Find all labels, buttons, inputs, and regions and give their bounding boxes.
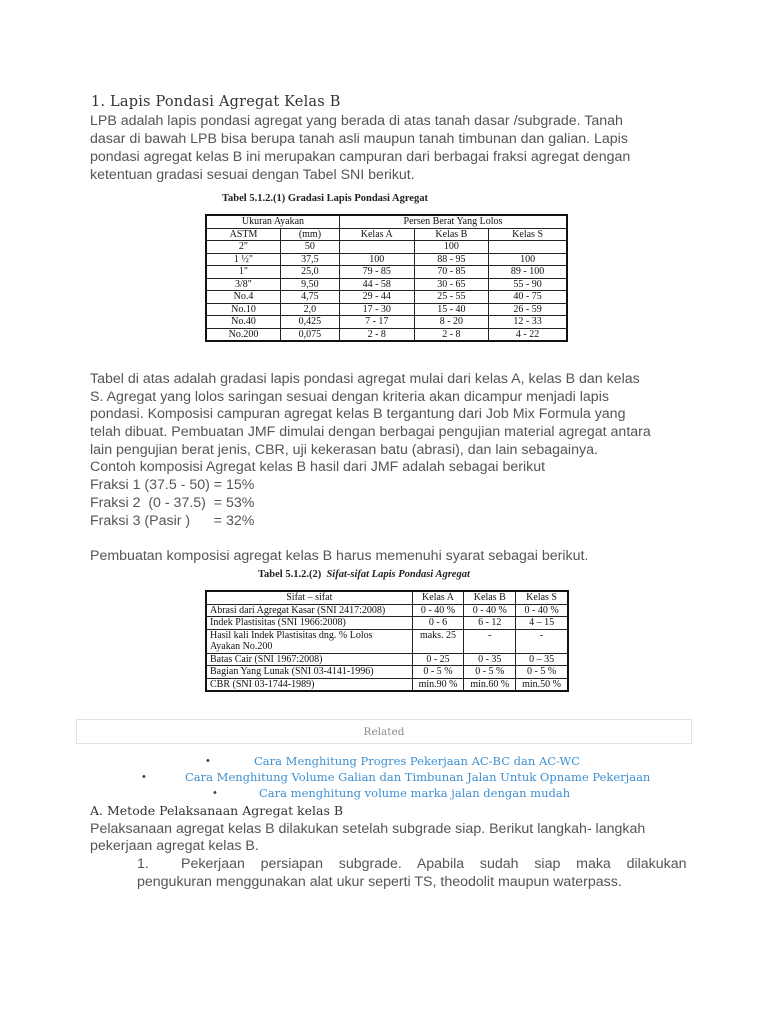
table-row	[206, 641, 568, 653]
table-cell: -	[464, 629, 516, 641]
table-header: ASTM	[206, 228, 280, 241]
table-header: Sifat – sifat	[206, 591, 412, 604]
table-cell: 17 - 30	[339, 303, 414, 316]
table-row	[206, 666, 568, 679]
paragraph-line: Tabel di atas adalah gradasi lapis pondasi agregat mulai dari kelas A, kelas B dan kelas	[90, 371, 640, 387]
table-header: Persen Berat Yang Lolos	[339, 215, 567, 228]
table-cell: 37,5	[280, 253, 339, 266]
paragraph-line: lain pengujian berat jenis, CBR, uji kekerasan batu (abrasi), dan lain sebagainya.	[90, 442, 598, 458]
paragraph-line: S. Agregat yang lolos saringan sesuai dengan kriteria akan dicampur menjadi lapis	[90, 389, 609, 405]
table-cell: 50	[280, 241, 339, 254]
table-row	[206, 328, 567, 341]
table-cell: Bagian Yang Lunak (SNI 03-4141-1996)	[206, 666, 412, 679]
table-cell: No.10	[206, 303, 280, 316]
paragraph-line: pondasi. Komposisi campuran agregat kelas B tergantung dari Job Mix Formula yang	[90, 406, 626, 422]
table-cell: 0 - 5 %	[412, 666, 464, 679]
table-cell: 0 - 40 %	[412, 604, 464, 617]
table-header: Kelas S	[489, 228, 567, 241]
table2-caption	[258, 569, 470, 580]
fraksi-line: Fraksi 2 (0 - 37.5) = 53%	[90, 495, 255, 511]
fraksi-line: Fraksi 3 (Pasir ) = 32%	[90, 513, 255, 529]
table-cell: 44 - 58	[339, 278, 414, 291]
table-cell: Indek Plastisitas (SNI 1966:2008)	[206, 617, 412, 630]
table-cell: No.200	[206, 328, 280, 341]
related-box: Related	[76, 719, 692, 744]
table-cell: Batas Cair (SNI 1967:2008)	[206, 653, 412, 666]
table2-caption-number: Tabel 5.1.2.(2)	[258, 569, 322, 580]
table-cell: 29 - 44	[339, 291, 414, 304]
table-cell: min.60 %	[464, 678, 516, 691]
table-cell: min.50 %	[516, 678, 568, 691]
table-cell: 0 - 35	[464, 653, 516, 666]
table-cell: 25,0	[280, 266, 339, 279]
fraksi-line: Fraksi 1 (37.5 - 50) = 15%	[90, 477, 255, 493]
table-cell	[464, 641, 516, 653]
table-cell: 15 - 40	[414, 303, 489, 316]
table-cell: 89 - 100	[489, 266, 567, 279]
table-cell: 8 - 20	[414, 316, 489, 329]
table-cell: 0 - 40 %	[516, 604, 568, 617]
table-cell: Hasil kali Indek Plastisitas dng. % Lolos	[206, 629, 412, 641]
table-cell	[489, 241, 567, 254]
related-link[interactable]: Cara Menghitung Progres Pekerjaan AC-BC dan AC-WC	[254, 754, 580, 768]
table-header: (mm)	[280, 228, 339, 241]
table-row	[206, 291, 567, 304]
table-row	[206, 678, 568, 691]
table1-caption: Tabel 5.1.2.(1) Gradasi Lapis Pondasi Agregat	[222, 193, 428, 204]
table-header: Kelas B	[414, 228, 489, 241]
table-cell: 0 – 35	[516, 653, 568, 666]
table-cell: 0 - 25	[412, 653, 464, 666]
table-cell: 25 - 55	[414, 291, 489, 304]
paragraph-line: Pelaksanaan agregat kelas B dilakukan setelah subgrade siap. Berikut langkah- langkah	[90, 821, 646, 837]
table-cell: 0,075	[280, 328, 339, 341]
table-cell: 2"	[206, 241, 280, 254]
table-row	[206, 604, 568, 617]
bullet: •	[142, 771, 146, 783]
properties-table	[205, 590, 569, 692]
table-cell: maks. 25	[412, 629, 464, 641]
table-cell: 55 - 90	[489, 278, 567, 291]
table-cell: 6 - 12	[464, 617, 516, 630]
table-cell: 3/8"	[206, 278, 280, 291]
table-header: Kelas S	[516, 591, 568, 604]
table-row	[206, 617, 568, 630]
table-cell: 4 - 22	[489, 328, 567, 341]
contoh-line: Contoh komposisi Agregat kelas B hasil dari JMF adalah sebagai berikut	[90, 459, 546, 475]
table-header: Kelas B	[464, 591, 516, 604]
table-cell: CBR (SNI 03-1744-1989)	[206, 678, 412, 691]
table-row	[206, 629, 568, 641]
table-cell: 40 - 75	[489, 291, 567, 304]
table-cell: No.40	[206, 316, 280, 329]
paragraph-line: Pembuatan komposisi agregat kelas B harus memenuhi syarat sebagai berikut.	[90, 548, 589, 564]
table-cell: 4 – 15	[516, 617, 568, 630]
table-cell: 88 - 95	[414, 253, 489, 266]
table-cell	[516, 641, 568, 653]
table-cell: 70 - 85	[414, 266, 489, 279]
table-row	[206, 278, 567, 291]
table-header: Kelas A	[412, 591, 464, 604]
table-cell: 30 - 65	[414, 278, 489, 291]
step-text: pengukuran menggunakan alat ukur seperti TS, theodolit maupun waterpass.	[137, 874, 622, 890]
table-cell: -	[516, 629, 568, 641]
paragraph-line: pondasi agregat kelas B ini merupakan campuran dari berbagai fraksi agregat dengan	[90, 149, 631, 165]
table-cell: No.4	[206, 291, 280, 304]
table-cell: 2 - 8	[414, 328, 489, 341]
bullet: •	[213, 787, 217, 799]
gradation-table	[205, 214, 568, 342]
section-title: 1. Lapis Pondasi Agregat Kelas B	[91, 94, 341, 110]
table-cell: Abrasi dari Agregat Kasar (SNI 2417:2008)	[206, 604, 412, 617]
table-cell: 7 - 17	[339, 316, 414, 329]
table-cell: 100	[414, 241, 489, 254]
paragraph-line: ketentuan gradasi sesuai dengan Tabel SNI berikut.	[90, 167, 415, 183]
related-link[interactable]: Cara Menghitung Volume Galian dan Timbunan Jalan Untuk Opname Pekerjaan	[185, 770, 651, 784]
section-a-title: A. Metode Pelaksanaan Agregat kelas B	[90, 803, 344, 818]
table-cell: 0 - 40 %	[464, 604, 516, 617]
table-cell: 100	[489, 253, 567, 266]
paragraph-line: LPB adalah lapis pondasi agregat yang berada di atas tanah dasar /subgrade. Tanah	[90, 113, 623, 129]
table-row	[206, 241, 567, 254]
table-row	[206, 253, 567, 266]
table-cell: 2 - 8	[339, 328, 414, 341]
table-cell: 0,425	[280, 316, 339, 329]
table-cell: 12 - 33	[489, 316, 567, 329]
paragraph-line: pekerjaan agregat kelas B.	[90, 838, 259, 854]
table-cell: 100	[339, 253, 414, 266]
table-header: Kelas A	[339, 228, 414, 241]
table-cell: 9,50	[280, 278, 339, 291]
table-cell	[339, 241, 414, 254]
table-row	[206, 303, 567, 316]
step-text: Pekerjaan persiapan subgrade. Apabila sudah siap maka dilakukan	[181, 856, 687, 872]
table-row	[206, 653, 568, 666]
table2-caption-text: Sifat-sifat Lapis Pondasi Agregat	[326, 569, 470, 580]
table-cell: 2,0	[280, 303, 339, 316]
table-header: Ukuran Ayakan	[206, 215, 339, 228]
table-row	[206, 266, 567, 279]
table-row	[206, 316, 567, 329]
table-cell: Ayakan No.200	[206, 641, 412, 653]
bullet: •	[206, 755, 210, 767]
table-cell: 0 - 5 %	[516, 666, 568, 679]
step-number: 1.	[137, 856, 149, 872]
table-cell	[412, 641, 464, 653]
paragraph-line: dasar di bawah LPB bisa berupa tanah asli maupun tanah timbunan dan galian. Lapis	[90, 131, 628, 147]
table-cell: 4,75	[280, 291, 339, 304]
table-cell: 0 - 6	[412, 617, 464, 630]
table-cell: 1"	[206, 266, 280, 279]
table-cell: 0 - 5 %	[464, 666, 516, 679]
table-cell: min.90 %	[412, 678, 464, 691]
table-cell: 79 - 85	[339, 266, 414, 279]
table-cell: 1 ½"	[206, 253, 280, 266]
paragraph-line: telah dibuat. Pembuatan JMF dimulai dengan berbagai pengujian material agregat antara	[90, 424, 651, 440]
related-link[interactable]: Cara menghitung volume marka jalan dengan mudah	[259, 786, 571, 800]
table-cell: 26 - 59	[489, 303, 567, 316]
